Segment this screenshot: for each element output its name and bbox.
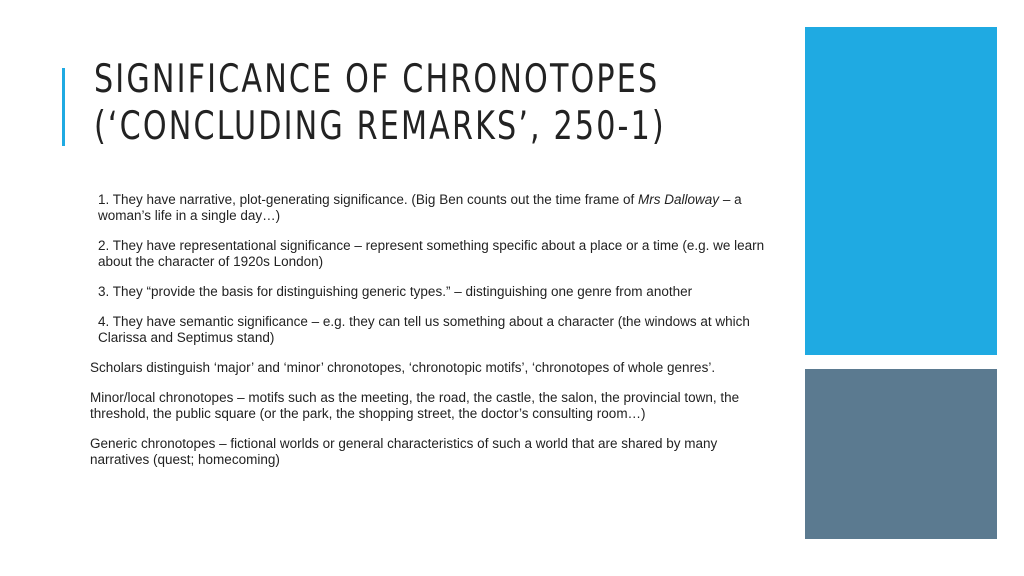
decorative-block-top (805, 27, 997, 355)
paragraph-major-minor: Scholars distinguish ‘major’ and ‘minor’ chronotopes, ‘chronotopic motifs’, ‘chronotopes of whole genres’. (90, 360, 716, 375)
point-1 (98, 192, 770, 224)
paragraph-minor-local: Minor/local chronotopes – motifs such as the meeting, the road, the castle, the salon, the provincial town, the threshold, the public square (or the park, the shopping street, the doctor’s consulting room…) (90, 390, 740, 421)
decorative-block-bottom (805, 369, 997, 539)
point-4: 4. They have semantic significance – e.g. they can tell us something about a character (the windows at which Clarissa and Septimus stand) (98, 314, 750, 345)
title-line-1: SIGNIFICANCE OF CHRONOTOPES (94, 57, 660, 102)
point-1-text: 1. They have narrative, plot-generating significance. (Big Ben counts out the time frame of (98, 192, 639, 207)
point-3: 3. They “provide the basis for distinguishing generic types.” – distinguishing one genre from another (98, 284, 693, 299)
slide-title (94, 56, 679, 150)
point-1-emphasis: Mrs Dalloway (638, 192, 720, 207)
title-line-2: (‘CONCLUDING REMARKS’, 250-1) (94, 104, 666, 149)
point-1-text-end: – a woman’s life in a single day…) (98, 192, 742, 223)
paragraph-generic: Generic chronotopes – fictional worlds or general characteristics of such a world that are shared by many narratives (quest; homecoming) (90, 436, 718, 467)
point-2: 2. They have representational significance – represent something specific about a place or a time (e.g. we learn about the character of 1920s London) (98, 238, 765, 269)
slide-body (90, 192, 770, 482)
title-accent-bar (62, 68, 65, 146)
